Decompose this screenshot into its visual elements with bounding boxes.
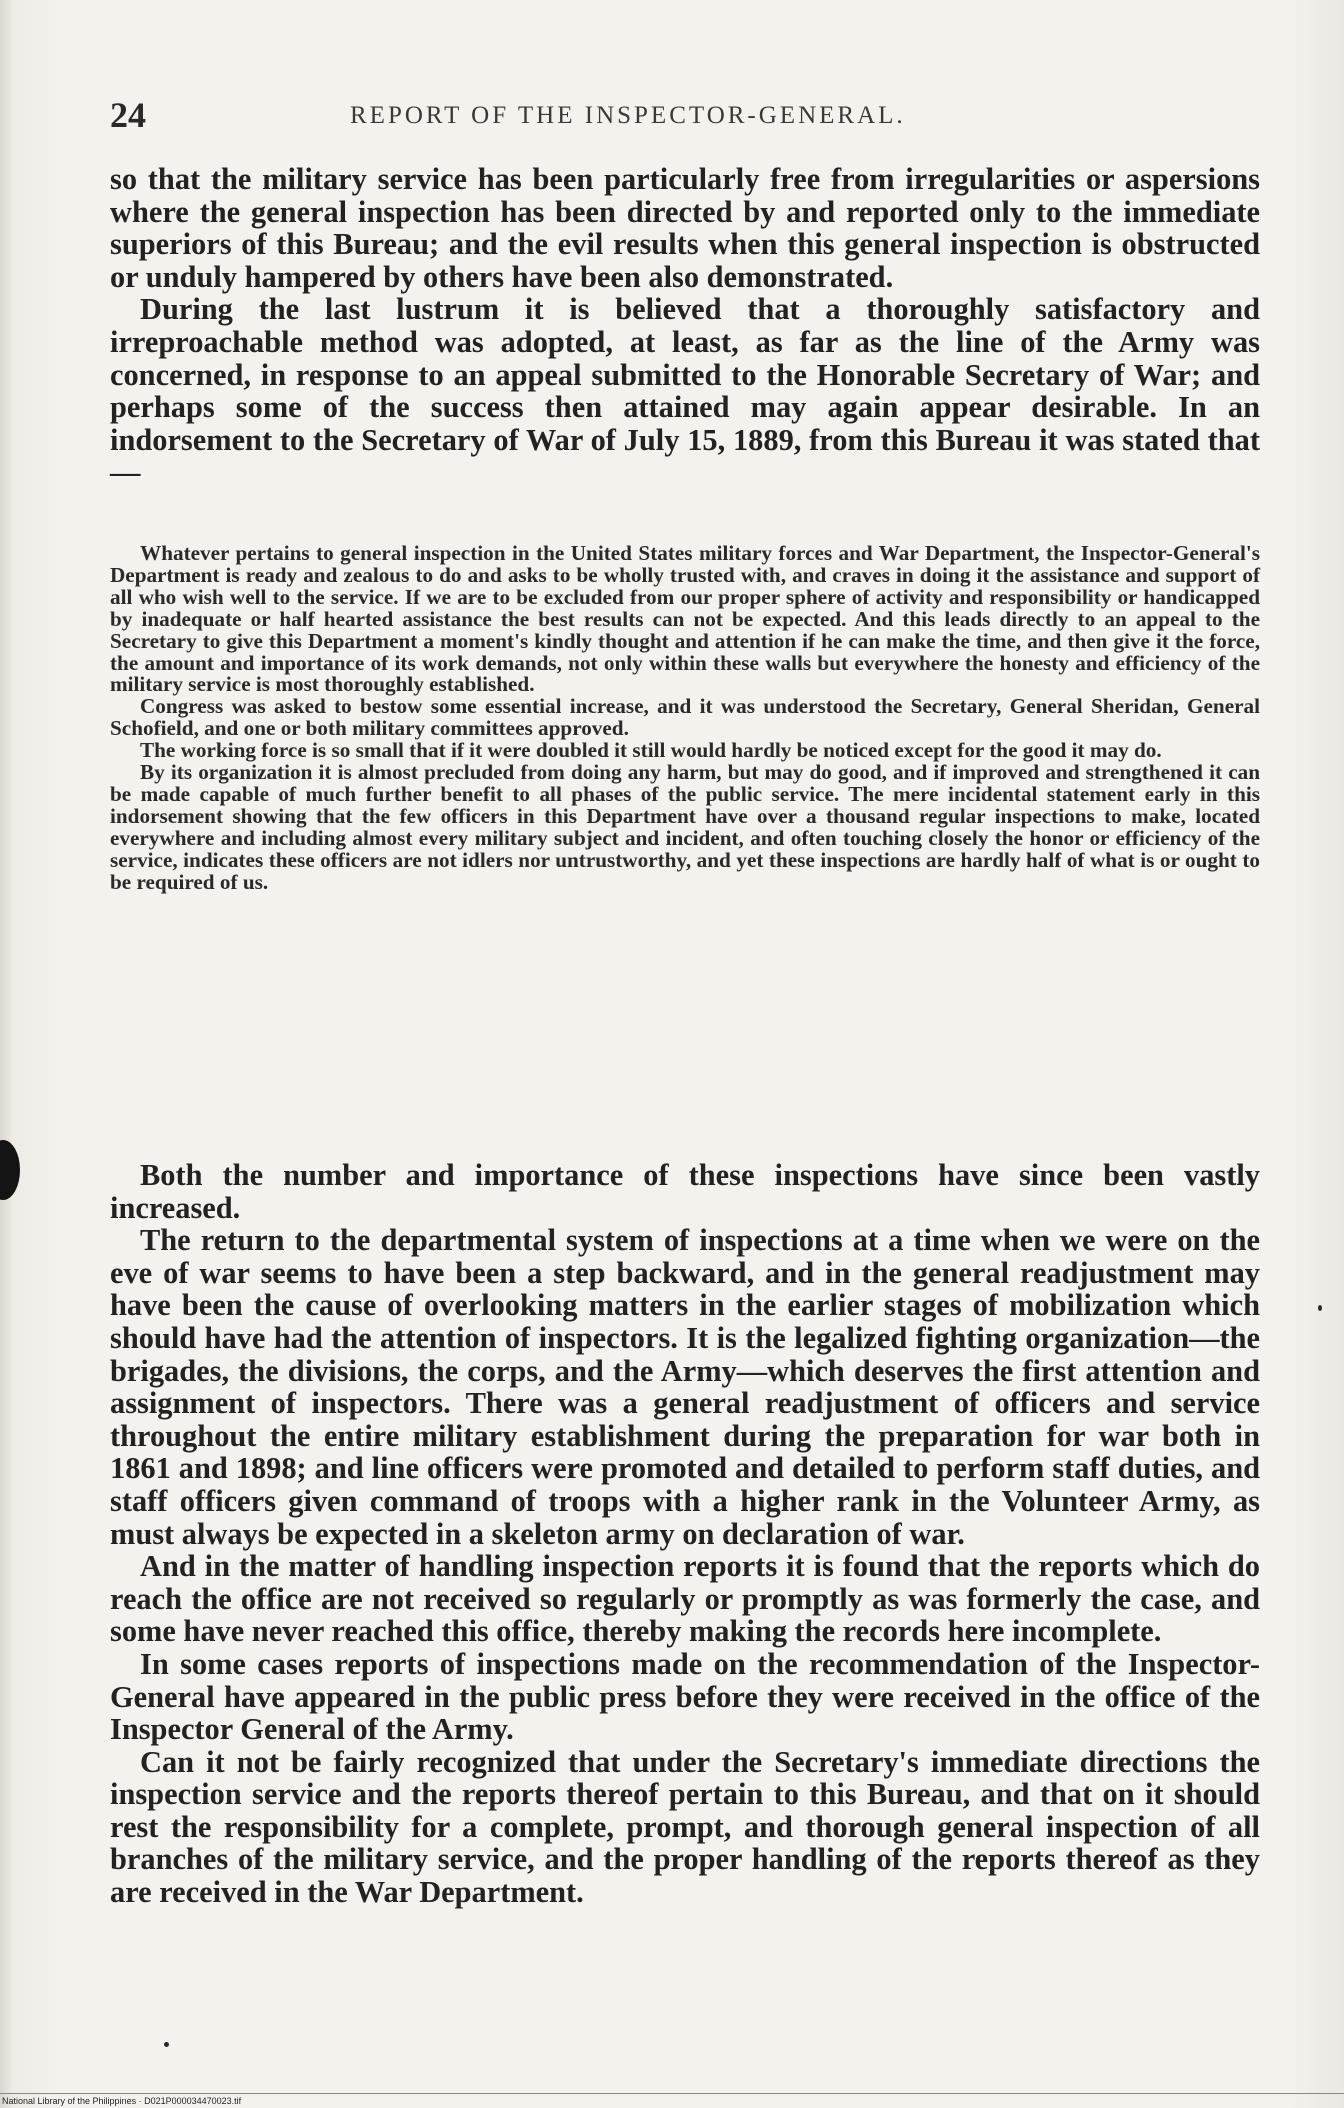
quote-paragraph: The working force is so small that if it were doubled it still would hardly be noticed except for the good it may do. [140,738,1162,763]
paragraph: And in the matter of handling inspection reports it is found that the reports which do reach the office are not received so regularly or promptly as was formerly the case, and some have never reached this office, thereby making the records here incomplete. [110,1549,1260,1649]
running-title: REPORT OF THE INSPECTOR-GENERAL. [350,102,906,129]
block-quote [110,543,1260,894]
footer-rule [0,2093,1344,2094]
paragraph: In some cases reports of inspections made on the recommendation of the Inspector-General have appeared in the public press before they were received in the office of the Inspector General of the Army. [110,1646,1260,1747]
paragraph: The return to the departmental system of inspections at a time when we were on the eve of war seems to have been a step backward, and in the general readjustment may have been the cause of overlooking matters in the earlier stages of mobilization which should have had the attention of inspectors. It is the legalized fighting organization—the brigades, the divisions, the corps, and the Army—which deserves the first attention and assignment of inspectors. There was a general readjustment of officers and service throughout the entire military establishment during the preparation for war both in 1861 and 1898; and line officers were promoted and detailed to perform staff duties, and staff officers given command of troops with a higher rank in the Volunteer Army, as must always be expected in a skeleton army on declaration of war. [110,1223,1260,1551]
page-header [110,95,1260,138]
scan-footer: National Library of the Philippines · D021P000034470023.tif [2,2096,242,2106]
paragraph: During the last lustrum it is believed that a thoroughly satisfactory and irreproachable method was adopted, at least, as far as the line of the Army was concerned, in response to an appeal submitted to the Honorable Secretary of War; and perhaps some of the success then attained may again appear desirable. In an indorsement to the Secretary of War of July 15, 1889, from this Bureau it was stated that— [110,292,1260,490]
paragraph: Both the number and importance of these inspections have since been vastly increased. [110,1158,1260,1225]
ink-speck [164,2042,169,2047]
quote-paragraph: By its organization it is almost precluded from doing any harm, but may do good, and if improved and strengthened it can be made capable of much further benefit to all phases of the public service. The mere incidental statement early in this indorsement showing that the few officers in this Department have over a thousand regular inspections to make, located everywhere and including almost every military subject and incident, and often touching closely the honor or efficiency of the service, indicates these officers are not idlers nor untrustworthy, and yet these inspections are hardly half of what is or ought to be required of us. [110,760,1260,894]
binding-hole-mark [0,1140,20,1200]
quote-paragraph: Whatever pertains to general inspection in the United States military forces and War Department, the Inspector-General's Department is ready and zealous to do and asks to be wholly trusted with, and craves in doing it the assistance and support of all who wish well to the service. If we are to be excluded from our proper sphere of activity and responsibility or handicapped by inadequate or half hearted assistance the best results can not be expected. And this leads directly to an appeal to the Secretary to give this Department a moment's kindly thought and attention if he can make the time, and then give it the force, the amount and importance of its work demands, not only within these walls but everywhere the honesty and efficiency of the military service is most thoroughly established. [110,541,1260,697]
body-text-bottom [110,1159,1260,1909]
paragraph: so that the military service has been particularly free from irregularities or aspersions where the general inspection has been directed by and reported only to the immediate superiors of this Bureau; and the evil results when this general inspection is obstructed or unduly hampered by others have been also demonstrated. [110,162,1260,294]
quote-paragraph: Congress was asked to bestow some essential increase, and it was understood the Secretary, General Sheridan, General Schofield, and one or both military committees approved. [110,694,1260,741]
body-text-top [110,163,1260,489]
ink-speck [1318,1305,1322,1311]
page-number: 24 [110,95,146,135]
paragraph: Can it not be fairly recognized that under the Secretary's immediate directions the inspection service and the reports thereof pertain to this Bureau, and that on it should rest the responsibility for a complete, prompt, and thorough general inspection of all branches of the military service, and the proper handling of the reports thereof as they are received in the War Department. [110,1744,1260,1910]
